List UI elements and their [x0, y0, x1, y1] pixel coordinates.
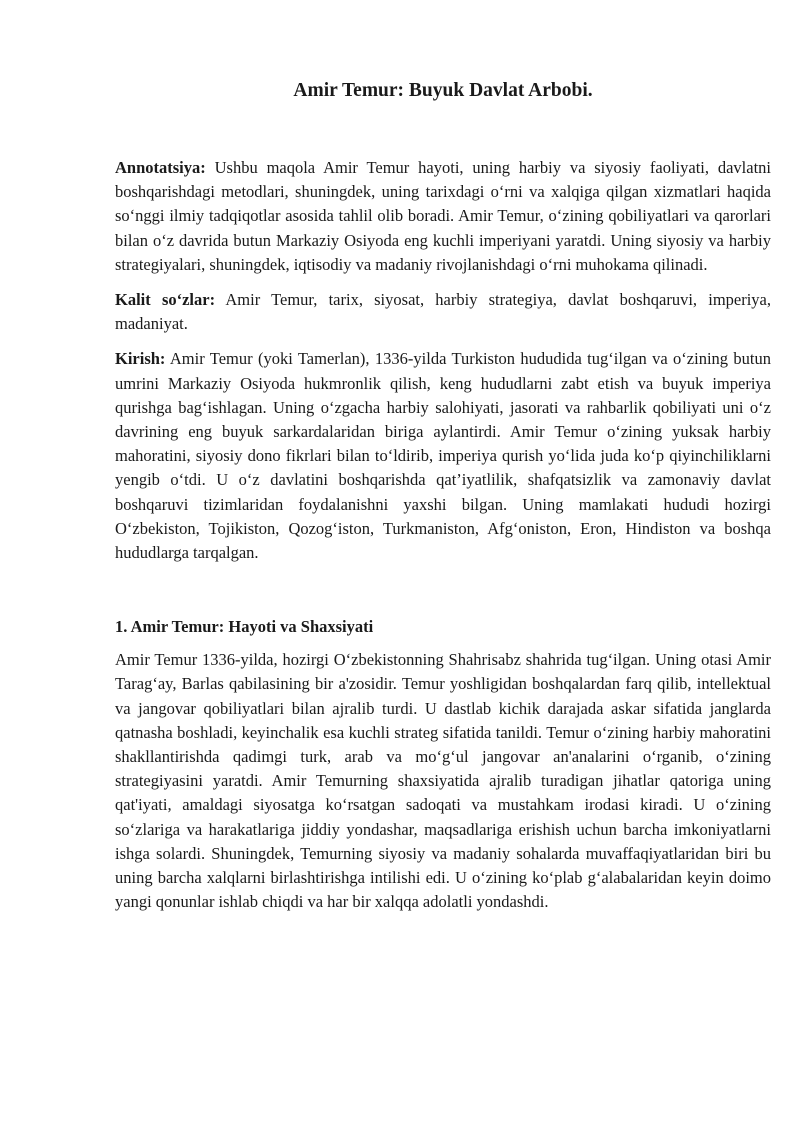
section-heading-1: 1. Amir Temur: Hayoti va Shaxsiyati: [115, 617, 374, 637]
section-1-paragraph: Amir Temur 1336-yilda, hozirgi O‘zbekistonning Shahrisabz shahrida tug‘ilgan. Uning otasi Amir Tarag‘ay, Barlas qabilasining bir a'zosidir. Temur yoshligidan boshqalardan farq qilib, intellektual va jangovar qobiliyatlari bilan ajralib turdi. U dastlab kichik darajada askar sifatida janglarda qatnasha boshladi, keyinchalik esa kuchli strateg sifatida tanildi. Temur o‘zining harbiy mahoratini shakllantirishda qadimgi turk, arab va mo‘g‘ul jangovar an'analarini o‘rganib, o‘zining strategiyasini yaratdi. Amir Temurning shaxsiyatida ajralib turadigan jihatlar qatoriga uning qat'iyati, amaldagi siyosatga ko‘rsatgan sadoqati va mustahkam irodasi kiradi. U o‘zining so‘zlariga va harakatlariga jiddiy yondashar, maqsadlariga erishish uchun barcha imkoniyatlarni ishga solardi. Shuningdek, Temurning siyosiy va madaniy sohalarda muvaffaqiyatlaridan biri bu uning barcha xalqlarni birlashtirishga intilishi edi. U o‘zining ko‘plab g‘alabalaridan keyin doimo yangi qonunlar ishlab chiqdi va har bir xalqqa adolatli yondashdi.: [115, 650, 771, 912]
keywords-label: Kalit so‘zlar:: [115, 290, 216, 310]
intro-text: Amir Temur (yoki Tamerlan), 1336-yilda Turkiston hududida tug‘ilgan va o‘zining butun umrini Markaziy Osiyoda hukmronlik qilish, keng hududlarni zabt etish va buyuk imperiya qurishga bag‘ishlagan. Uning o‘zgacha harbiy salohiyati, jasorati va rahbarlik qobiliyati uni o‘z davrining eng buyuk sarkardalaridan biriga aylantirdi. Amir Temur o‘zining yuksak harbiy mahoratini, siyosiy dono fikrlari bilan to‘ldirib, imperiya qurish yo‘lida juda ko‘p qiyinchiliklarni yengib o‘tdi. U o‘z davlatini boshqarishda qat’iyatlilik, shafqatsizlik va zamonaviy davlat boshqaruvi tizimlaridan foydalanishni yaxshi bilgan. Uning mamlakati hududi hozirgi O‘zbekiston, Tojikiston, Qozog‘iston, Turkmaniston, Afg‘oniston, Eron, Hindiston va boshqa hududlarga tarqalgan.: [115, 349, 771, 563]
document-title: Amir Temur: Buyuk Davlat Arbobi.: [293, 80, 593, 101]
keywords-paragraph: [115, 288, 771, 336]
annotation-label: Annotatsiya:: [115, 158, 206, 177]
annotation-paragraph: [115, 156, 771, 277]
annotation-text: Ushbu maqola Amir Temur hayoti, uning harbiy va siyosiy faoliyati, davlatni boshqarishdagi metodlari, shuningdek, uning tarixdagi o‘rni va xalqiga qilgan xizmatlari haqida so‘nggi ilmiy tadqiqotlar asosida tahlil olib boradi. Amir Temur, o‘zining qobiliyatlari va qarorlari bilan o‘z davrida butun Markaziy Osiyoda eng kuchli imperiyani yaratdi. Uning siyosiy va harbiy strategiyalari, shuningdek, iqtisodiy va madaniy rivojlanishdagi o‘rni muhokama qilinadi.: [115, 158, 771, 274]
document-page: [115, 0, 771, 914]
keywords-text: Amir Temur, tarix, siyosat, harbiy strategiya, davlat boshqaruvi, imperiya, madaniyat.: [115, 290, 772, 334]
intro-paragraph: [115, 347, 771, 565]
intro-label: Kirish:: [115, 349, 166, 369]
